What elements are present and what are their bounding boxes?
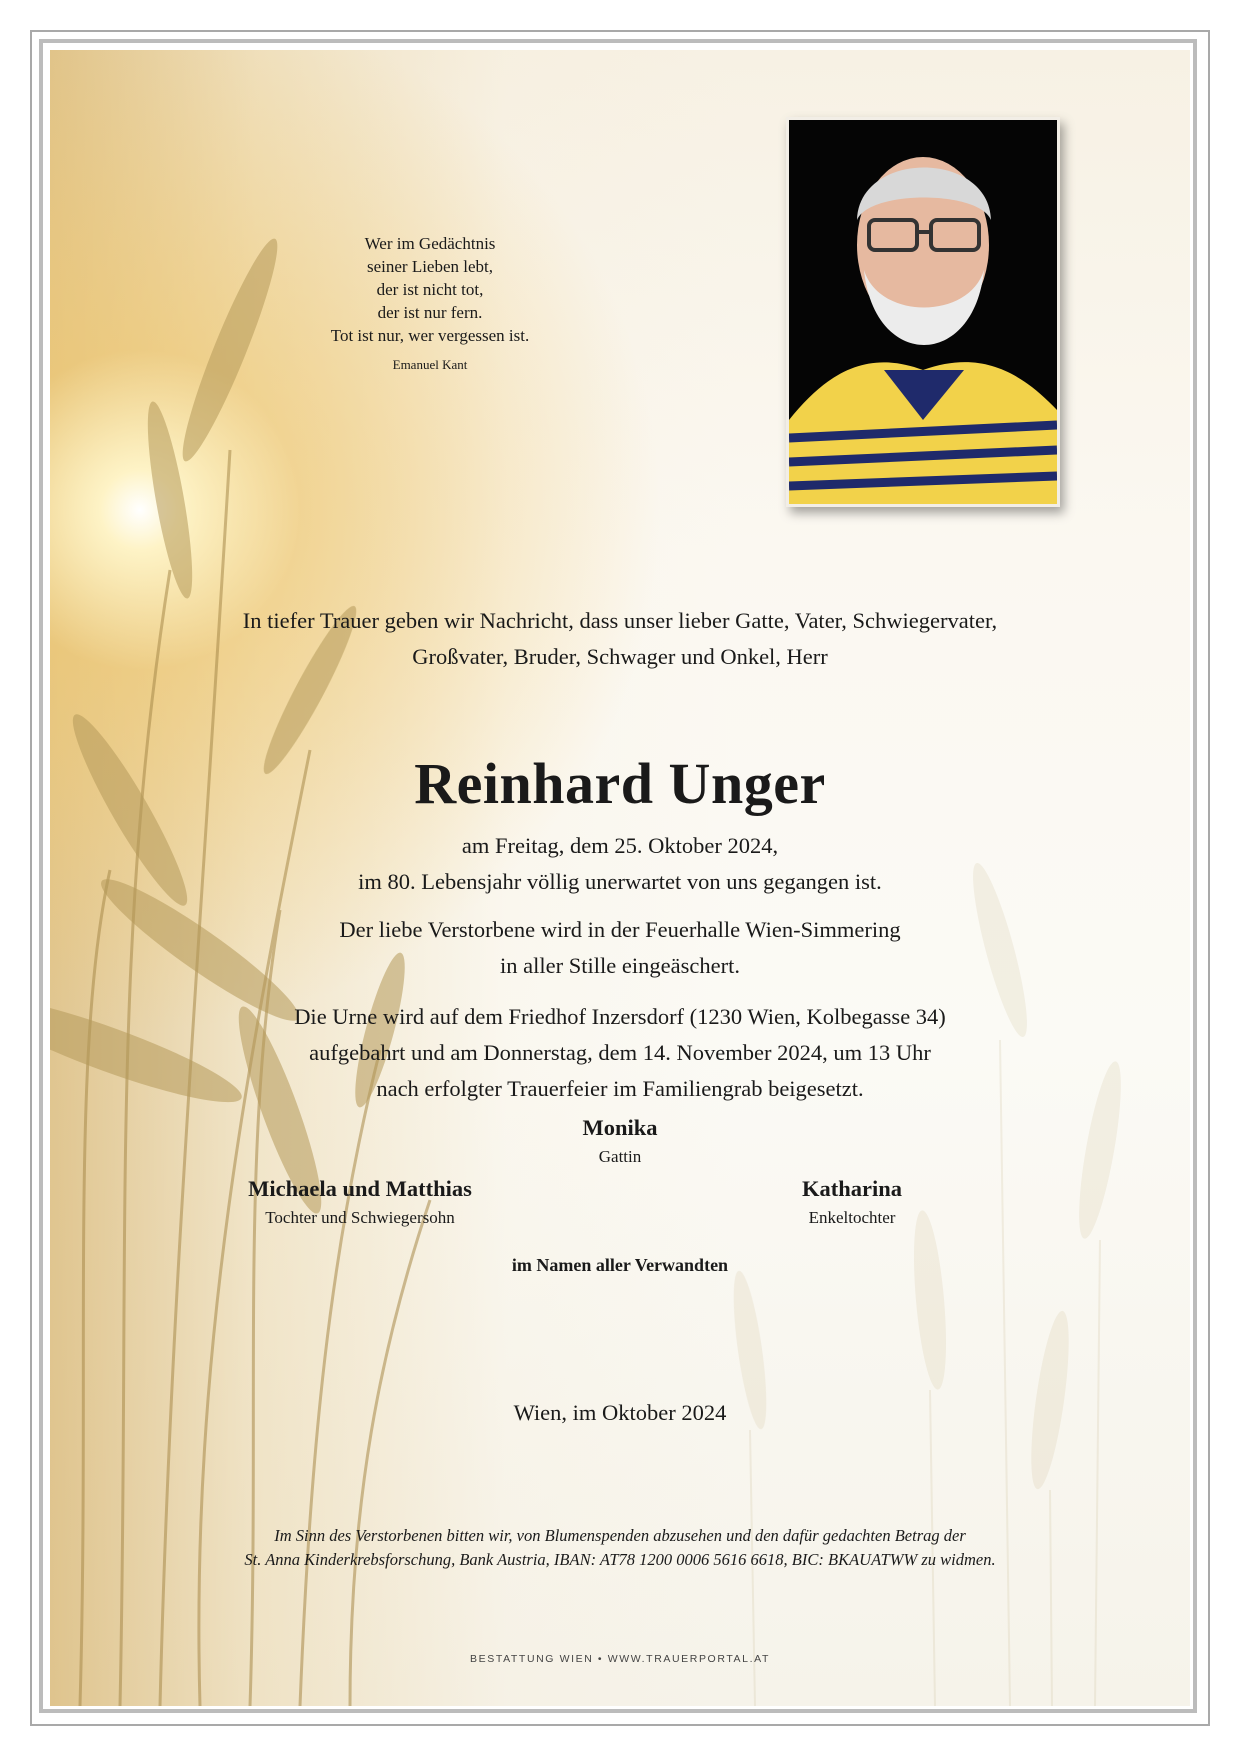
intro-line: In tiefer Trauer geben wir Nachricht, dass unser lieber Gatte, Vater, Schwiegervater, [242, 608, 998, 633]
cremation-line: Der liebe Verstorbene wird in der Feuerhalle Wien-Simmering [339, 917, 901, 942]
donation-line: St. Anna Kinderkrebsforschung, Bank Austria, IBAN: AT78 1200 0006 5616 6618, BIC: BKAUATWW zu widmen. [244, 1550, 996, 1569]
death-announcement [50, 828, 1190, 900]
cremation-notice [50, 912, 1190, 984]
mourner-role: Tochter und Schwiegersohn [265, 1208, 455, 1227]
donation-line: Im Sinn des Verstorbenen bitten wir, von Blumenspenden abzusehen und den dafür gedachten Betrag der [274, 1526, 966, 1545]
date-place: Wien, im Oktober 2024 [513, 1400, 727, 1425]
cremation-line: in aller Stille eingeäschert. [500, 953, 740, 978]
quote-line: Tot ist nur, wer vergessen ist. [330, 326, 530, 345]
quote-line: seiner Lieben lebt, [366, 257, 494, 276]
burial-notice [50, 999, 1190, 1107]
quote-line: der ist nicht tot, [376, 280, 484, 299]
burial-line: nach erfolgter Trauerfeier im Familiengrab beigesetzt. [376, 1076, 864, 1101]
mourner-name: Michaela und Matthias [248, 1176, 472, 1201]
mourner-role: Gattin [598, 1147, 642, 1166]
portrait-illustration [789, 120, 1057, 504]
relatives-line: im Namen aller Verwandten [511, 1255, 729, 1275]
obituary-card [50, 50, 1190, 1706]
burial-line: aufgebahrt und am Donnerstag, dem 14. November 2024, um 13 Uhr [309, 1040, 931, 1065]
quote-line: Wer im Gedächtnis [364, 234, 496, 253]
memorial-quote [280, 232, 580, 376]
mourner-name: Katharina [801, 1176, 902, 1201]
quote-author: Emanuel Kant [392, 357, 468, 372]
death-line: am Freitag, dem 25. Oktober 2024, [461, 833, 779, 858]
mourner-role: Enkeltochter [808, 1208, 896, 1227]
donation-notice [50, 1524, 1190, 1572]
burial-line: Die Urne wird auf dem Friedhof Inzersdorf (1230 Wien, Kolbegasse 34) [294, 1004, 946, 1029]
mourner-granddaughter [702, 1176, 1002, 1228]
mourner-name: Monika [582, 1115, 658, 1140]
mourner-spouse [470, 1115, 770, 1167]
footer-imprint: BESTATTUNG WIEN • WWW.TRAUERPORTAL.AT [470, 1653, 770, 1665]
mourner-children [210, 1176, 510, 1228]
announcement-intro [50, 603, 1190, 675]
intro-line: Großvater, Bruder, Schwager und Onkel, Herr [412, 644, 828, 669]
portrait-photo [786, 117, 1060, 507]
quote-line: der ist nur fern. [377, 303, 483, 322]
death-line: im 80. Lebensjahr völlig unerwartet von uns gegangen ist. [358, 869, 882, 894]
deceased-name: Reinhard Unger [414, 751, 826, 816]
